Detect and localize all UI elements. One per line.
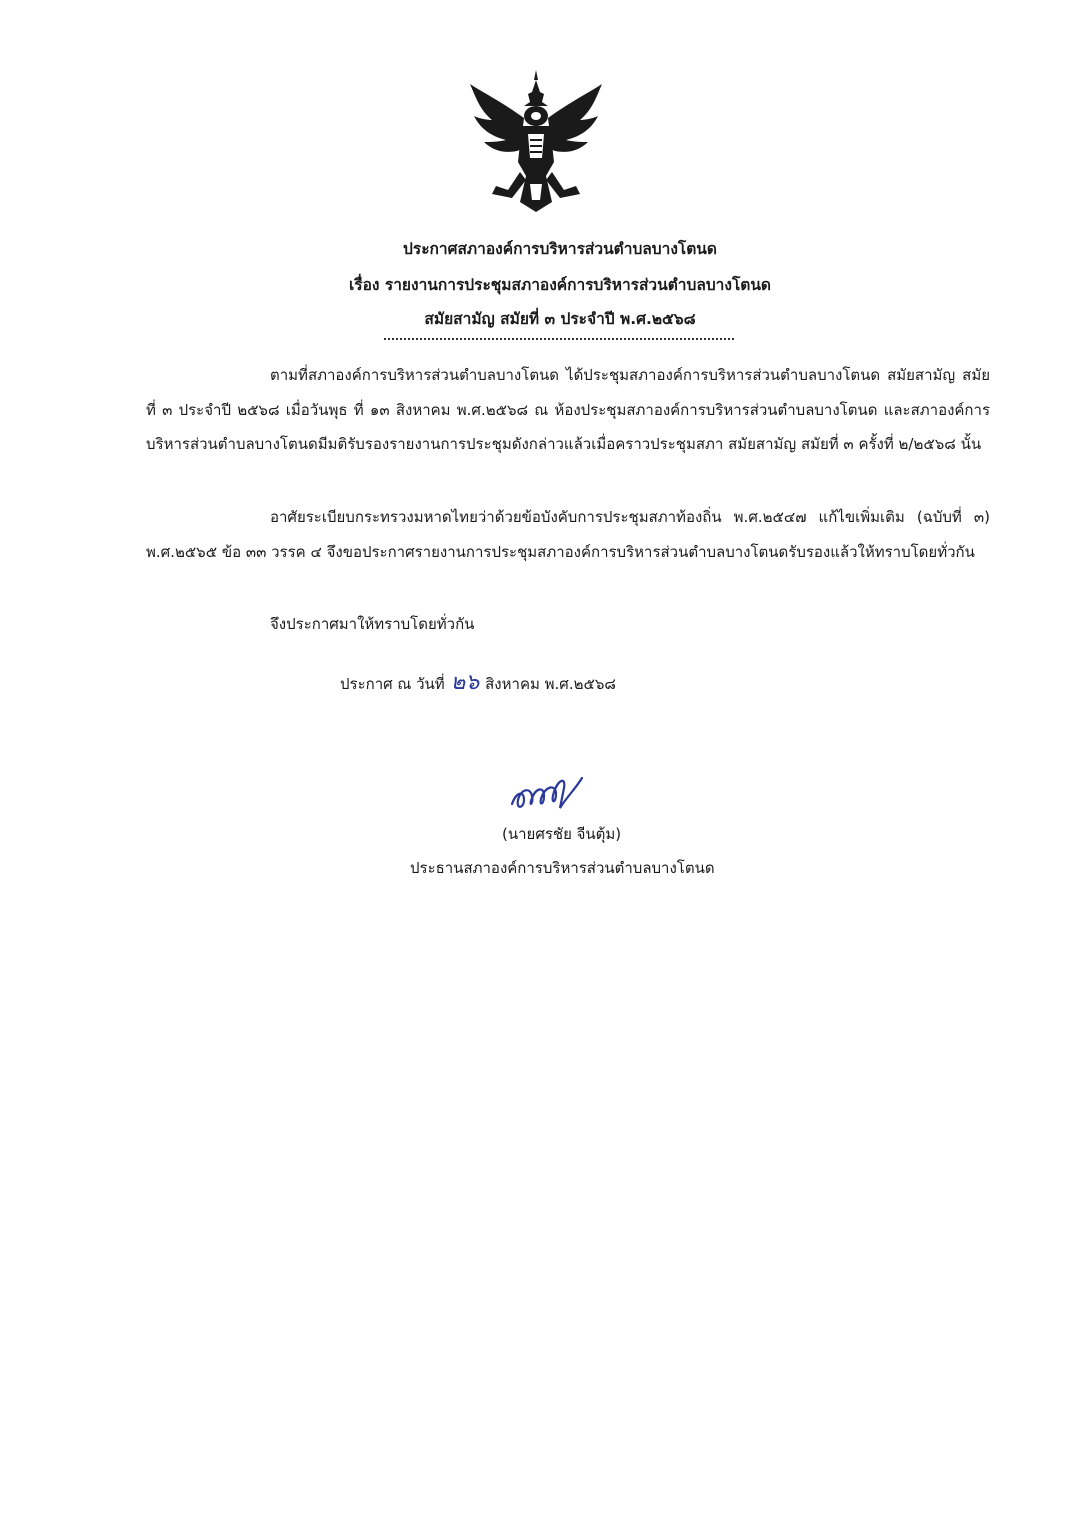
- paragraph-1-text: ตามที่สภาองค์การบริหารส่วนตำบลบางโตนด ได้ประชุมสภาองค์การบริหารส่วนตำบลบางโตนด สมัยสามัญ สมัยที่ ๓ ประจำปี ๒๕๖๘ เมื่อวันพุธ ที่ ๑๓ สิงหาคม พ.ศ.๒๕๖๘ ณ ห้องประชุมสภาองค์การบริหารส่วนตำบลบางโตนด และสภาองค์การบริหารส่วนตำบลบางโตนดมีมติรับรองรายงานการประชุมดังกล่าวแล้วเมื่อคราวประชุมสภา สมัยสามัญ สมัยที่ ๓ ครั้งที่ ๒/๒๕๖๘ นั้น: [146, 366, 990, 453]
- date-prefix: ประกาศ ณ วันที่: [340, 675, 445, 693]
- announcement-subject: เรื่อง รายงานการประชุมสภาองค์การบริหารส่วนตำบลบางโตนด: [349, 276, 771, 294]
- paragraph-1: [146, 358, 990, 462]
- date-day-handwritten: ๒๖: [450, 670, 480, 695]
- paragraph-2: [146, 500, 990, 569]
- garuda-emblem-icon: [462, 62, 610, 222]
- announcement-session: สมัยสามัญ สมัยที่ ๓ ประจำปี พ.ศ.๒๕๖๘: [424, 310, 696, 328]
- signer-position: ประธานสภาองค์การบริหารส่วนตำบลบางโตนด: [410, 859, 715, 877]
- signer-name: (นายศรชัย จีนตุ้ม): [502, 825, 622, 843]
- announcement-date: [340, 664, 616, 699]
- closing-statement: จึงประกาศมาให้ทราบโดยทั่วกัน: [270, 615, 475, 633]
- handwritten-signature: [506, 768, 596, 816]
- announcement-title: ประกาศสภาองค์การบริหารส่วนตำบลบางโตนด: [403, 240, 717, 258]
- date-suffix: สิงหาคม พ.ศ.๒๕๖๘: [485, 675, 616, 693]
- paragraph-2-text: อาศัยระเบียบกระทรวงมหาดไทยว่าด้วยข้อบังคับการประชุมสภาท้องถิ่น พ.ศ.๒๕๔๗ แก้ไขเพิ่มเติม (ฉบับที่ ๓) พ.ศ.๒๕๖๕ ข้อ ๓๓ วรรค ๔ จึงขอประกาศรายงานการประชุมสภาองค์การบริหารส่วนตำบลบางโตนดรับรองแล้วให้ทราบโดยทั่วกัน: [146, 508, 990, 561]
- dotted-divider: [384, 336, 734, 340]
